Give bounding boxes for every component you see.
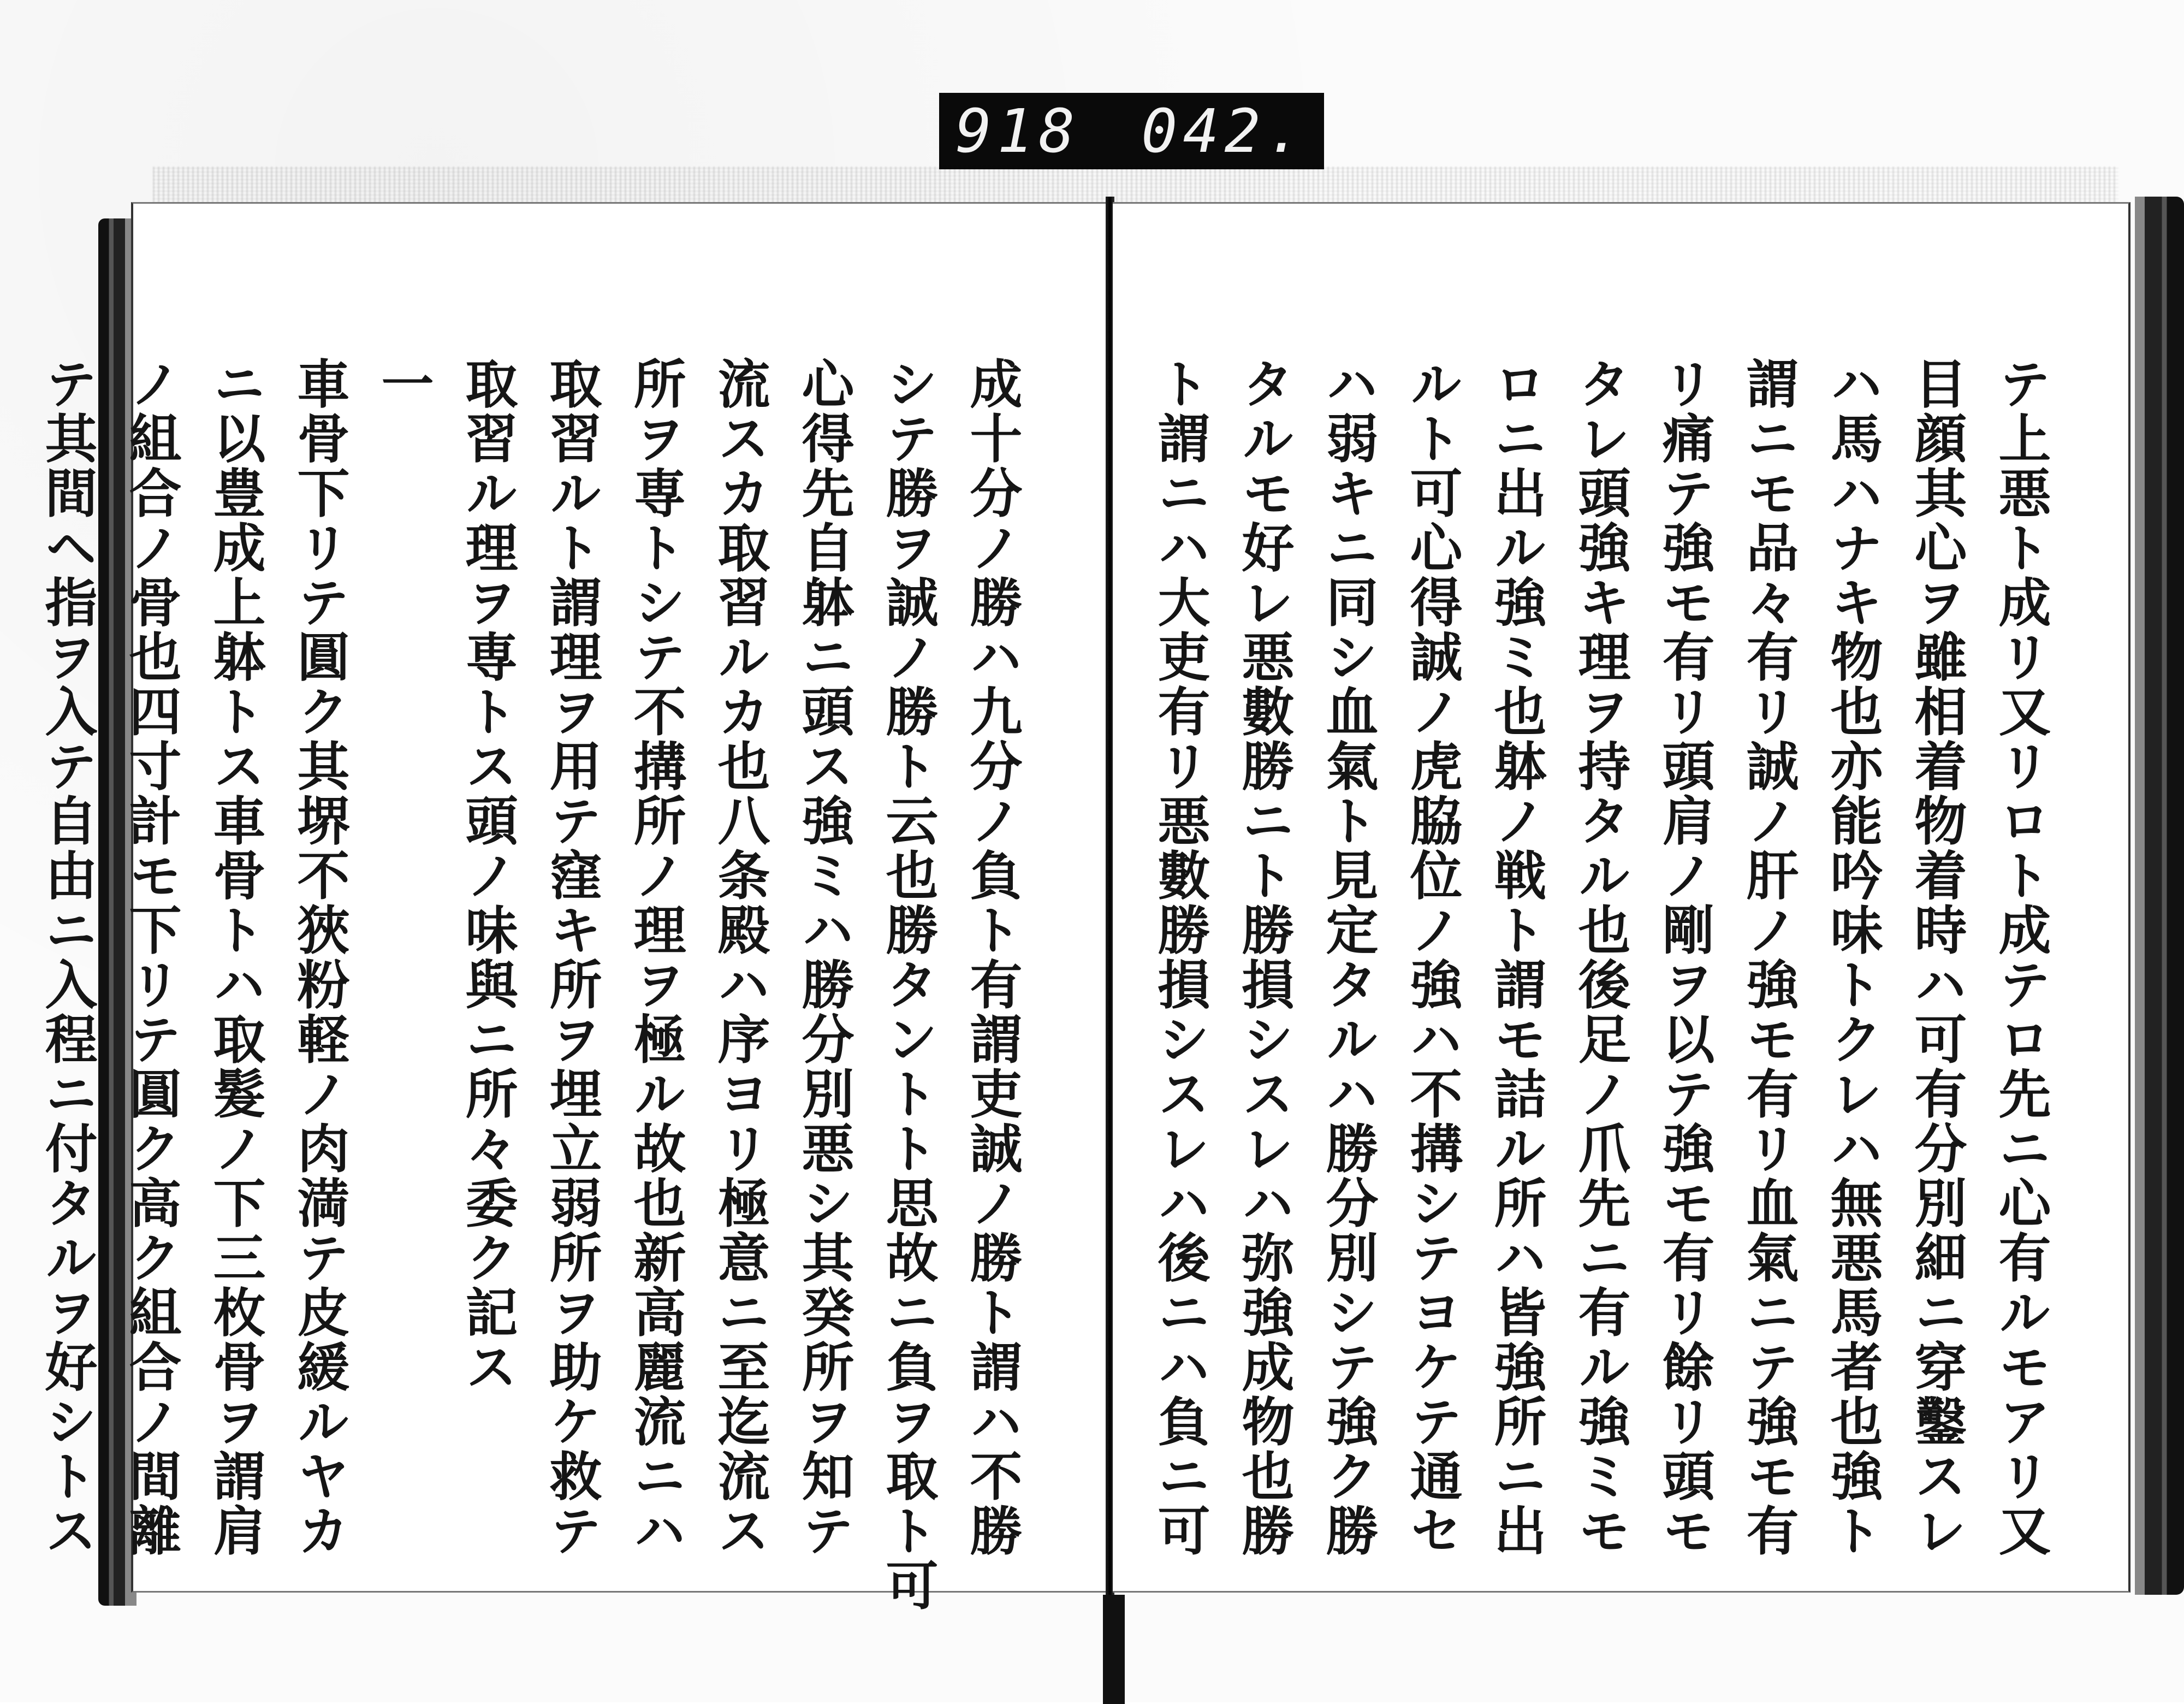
right-page-stack-edge bbox=[2135, 197, 2184, 1595]
text-column: リ痛テ強モ有リ頭肩ノ剛ヲ以テ強モ有リ餘リ頭モ bbox=[1654, 357, 1716, 1558]
frame-number-left: 918 bbox=[956, 96, 1081, 166]
text-column: 心得先自躰ニ頭ス強ミハ勝分別悪シ其癸所ヲ知テ bbox=[793, 357, 855, 1558]
text-column: ノ組合ノ骨也四寸計モ下リテ圓ク高ク組合ノ間離 bbox=[121, 357, 182, 1558]
text-column: ロニ出ル強ミ也躰ノ戦ト謂モ詰ル所ハ皆強所ニ出 bbox=[1486, 357, 1547, 1558]
text-column: タルモ好レ悪數勝ニト勝損シスレハ弥強成物也勝 bbox=[1233, 357, 1295, 1558]
text-column: 車骨下リテ圓ク其堺不狹粉軽ノ肉満テ皮緩ルヤカ bbox=[289, 357, 351, 1558]
text-column: テ上悪ト成リ又リロト成テロ先ニ心有ルモアリ又 bbox=[1990, 357, 2052, 1558]
text-column: 謂ニモ品々有リ誠ノ肝ノ強モ有リ血氣ニテ強モ有 bbox=[1738, 357, 1800, 1558]
text-column: ルト可心得誠ノ虎脇位ノ強ハ不搆シテヨケテ通セ bbox=[1402, 357, 1463, 1558]
right-page bbox=[1113, 202, 2130, 1593]
text-column: テ其間ヘ指ヲ入テ自由ニ入程ニ付タルヲ好シトス bbox=[37, 357, 98, 1558]
binding-tab bbox=[1103, 1595, 1125, 1704]
text-column: 目顔其心ヲ雖相着物着時ハ可有分別細ニ穿鑿スレ bbox=[1906, 357, 1968, 1558]
left-page bbox=[37, 202, 1111, 1613]
text-column: ハ弱キニ同シ血氣ト見定タルハ勝分別シテ強ク勝 bbox=[1317, 357, 1379, 1558]
frame-number-label bbox=[939, 93, 1324, 169]
text-column: タレ頭強キ理ヲ持タル也後足ノ爪先ニ有ル強ミモ bbox=[1570, 357, 1631, 1558]
text-column: 所ヲ専トシテ不搆所ノ理ヲ極ル故也新高麗流ニハ bbox=[625, 357, 687, 1558]
left-page-text bbox=[25, 357, 1034, 1613]
text-column: 取習ルト謂理ヲ用テ窪キ所ヲ埋立弱所ヲ助ケ救テ bbox=[541, 357, 603, 1558]
text-column: ニ以豊成上躰トス車骨トハ取髮ノ下三枚骨ヲ謂肩 bbox=[205, 357, 266, 1558]
text-column: ハ馬ハナキ物也亦能吟味トクレハ無悪馬者也強ト bbox=[1822, 357, 1884, 1558]
text-column: 流スカ取習ルカ也八条殿ハ序ヨリ極意ニ至迄流ス bbox=[709, 357, 771, 1558]
section-marker: 一 bbox=[373, 357, 435, 411]
text-column: 取習ル理ヲ専トス頭ノ味與ニ所々委ク記ス bbox=[457, 357, 519, 1394]
text-column: 成十分ノ勝ハ九分ノ負ト有謂吏誠ノ勝ト謂ハ不勝 bbox=[962, 357, 1023, 1558]
text-column: ト謂ニハ大吏有リ悪數勝損シスレハ後ニハ負ニ可 bbox=[1149, 357, 1211, 1558]
open-book bbox=[37, 197, 2184, 1613]
right-page-text bbox=[1138, 357, 2063, 1558]
text-column: シテ勝ヲ誠ノ勝ト云也勝タントト思故ニ負ヲ取ト可 bbox=[877, 357, 939, 1613]
frame-number-right: 042. bbox=[1141, 96, 1308, 166]
